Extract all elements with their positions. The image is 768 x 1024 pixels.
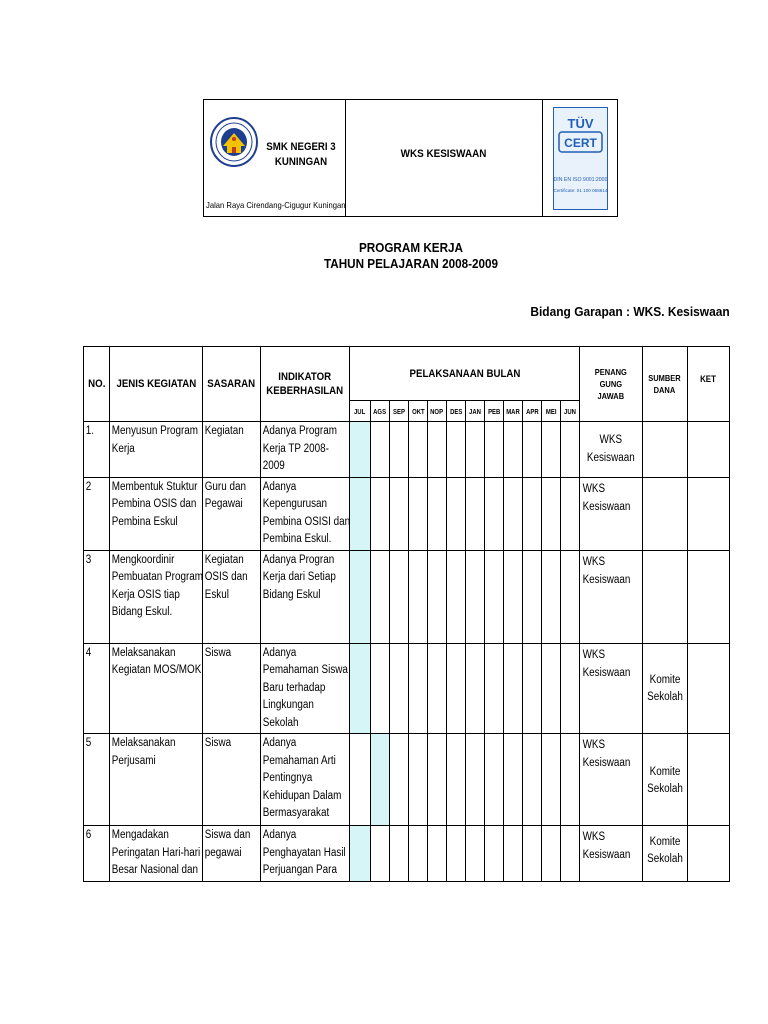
cell-ket: [687, 477, 729, 550]
month-cell: [350, 643, 371, 734]
month-cell: [466, 550, 485, 643]
month-cell: [428, 550, 447, 643]
month-cell: [561, 643, 580, 734]
month-header-4: NOP: [428, 401, 447, 422]
table-row: [84, 550, 730, 643]
cell-jenis: Membentuk Stuktur Pembina OSIS dan Pembina Eskul: [110, 477, 203, 550]
letterhead-school-cell: [204, 100, 346, 216]
table-row: [84, 826, 730, 882]
month-cell: [447, 550, 466, 643]
month-cell: [504, 477, 523, 550]
cell-penanggung-jawab: WKS Kesiswaan: [580, 643, 643, 734]
program-table: [83, 346, 730, 882]
cell-ket: [687, 734, 729, 826]
col-header-pelaksanaan: PELAKSANAAN BULAN: [350, 347, 580, 401]
table-row: [84, 734, 730, 826]
month-cell: [542, 550, 561, 643]
cell-ket: [687, 643, 729, 734]
month-header-2: SEP: [390, 401, 409, 422]
table-row: [84, 422, 730, 478]
cell-penanggung-jawab: WKS Kesiswaan: [580, 422, 643, 478]
cell-no: 5: [84, 734, 110, 826]
school-logo: [209, 116, 259, 168]
month-cell: [390, 422, 409, 478]
month-cell: [542, 643, 561, 734]
month-cell: [542, 734, 561, 826]
cert-standard-text: DIN EN ISO 9001:2000: [553, 177, 608, 183]
col-header-penanggung: PENANG GUNG JAWAB: [580, 347, 643, 422]
cell-penanggung-jawab: WKS Kesiswaan: [580, 477, 643, 550]
month-cell: [350, 826, 371, 882]
month-cell: [409, 550, 428, 643]
month-cell: [390, 550, 409, 643]
cell-jenis: Melaksanakan Perjusami: [110, 734, 203, 826]
month-cell: [371, 734, 390, 826]
cert-logo-text-2: CERT: [564, 136, 597, 150]
cell-sasaran: Guru dan Pegawai: [203, 477, 261, 550]
col-header-sumber: SUMBER DANA: [642, 347, 687, 422]
col-header-sasaran: SASARAN: [203, 347, 261, 422]
letterhead-department-cell: [345, 100, 543, 216]
month-cell: [504, 422, 523, 478]
month-cell: [485, 826, 504, 882]
month-cell: [447, 477, 466, 550]
cell-penanggung-jawab: WKS Kesiswaan: [580, 734, 643, 826]
month-cell: [561, 826, 580, 882]
month-cell: [371, 422, 390, 478]
cell-sumber-dana: Komite Sekolah: [642, 643, 687, 734]
school-name-line2: KUNINGAN: [274, 156, 328, 168]
table-header-row: [84, 347, 730, 401]
cell-ket: [687, 826, 729, 882]
cell-no: 6: [84, 826, 110, 882]
month-cell: [485, 477, 504, 550]
cell-ket: [687, 550, 729, 643]
field-label: Bidang Garapan : WKS. Kesiswaan: [530, 304, 730, 319]
month-cell: [371, 477, 390, 550]
letterhead-cert-cell: [542, 100, 617, 216]
month-header-7: PEB: [485, 401, 504, 422]
cell-jenis: Melaksanakan Kegiatan MOS/MOK: [110, 643, 203, 734]
month-cell: [466, 734, 485, 826]
month-cell: [466, 826, 485, 882]
month-cell: [523, 734, 542, 826]
cell-indikator: Adanya Pemahaman Siswa Baru terhadap Lingkungan Sekolah: [261, 643, 350, 734]
month-cell: [409, 826, 428, 882]
month-header-6: JAN: [466, 401, 485, 422]
month-cell: [371, 643, 390, 734]
month-cell: [447, 643, 466, 734]
document-title: PROGRAM KERJA: [358, 240, 464, 255]
month-cell: [447, 826, 466, 882]
month-cell: [504, 826, 523, 882]
month-cell: [390, 643, 409, 734]
school-address: Jalan Raya Cirendang-Cigugur Kuningan: [206, 200, 346, 210]
month-cell: [371, 550, 390, 643]
month-header-8: MAR: [504, 401, 523, 422]
month-header-3: OKT: [409, 401, 428, 422]
cell-penanggung-jawab: WKS Kesiswaan: [580, 550, 643, 643]
month-cell: [409, 477, 428, 550]
cell-sumber-dana: Komite Sekolah: [642, 826, 687, 882]
month-cell: [428, 422, 447, 478]
cell-indikator: Adanya Program Kerja TP 2008-2009: [261, 422, 350, 478]
month-cell: [390, 477, 409, 550]
school-name: [264, 140, 338, 170]
cell-sasaran: Siswa: [203, 734, 261, 826]
month-cell: [447, 734, 466, 826]
month-cell: [504, 550, 523, 643]
month-cell: [504, 734, 523, 826]
department-title: WKS KESISWAAN: [400, 148, 487, 160]
cell-indikator: Adanya Kepengurusan Pembina OSISI dan Pembina Eskul.: [261, 477, 350, 550]
month-cell: [523, 550, 542, 643]
month-cell: [485, 643, 504, 734]
cell-sumber-dana: [642, 422, 687, 478]
month-header-9: APR: [523, 401, 542, 422]
month-cell: [350, 477, 371, 550]
cell-sasaran: Kegiatan OSIS dan Eskul: [203, 550, 261, 643]
month-header-5: DES: [447, 401, 466, 422]
month-cell: [523, 826, 542, 882]
month-cell: [409, 643, 428, 734]
month-cell: [485, 734, 504, 826]
cell-no: 1.: [84, 422, 110, 478]
month-cell: [390, 734, 409, 826]
month-header-0: JUL: [350, 401, 371, 422]
cell-indikator: Adanya Pemahaman Arti Pentingnya Kehidupan Dalam Bermasyarakat: [261, 734, 350, 826]
cell-no: 4: [84, 643, 110, 734]
cell-sumber-dana: [642, 550, 687, 643]
cell-ket: [687, 422, 729, 478]
cell-jenis: Mengadakan Peringatan Hari-hari Besar Nasional dan: [110, 826, 203, 882]
cell-sasaran: Siswa dan pegawai: [203, 826, 261, 882]
month-cell: [466, 477, 485, 550]
col-header-jenis: JENIS KEGIATAN: [110, 347, 203, 422]
month-cell: [523, 422, 542, 478]
month-cell: [561, 550, 580, 643]
cell-sasaran: Kegiatan: [203, 422, 261, 478]
month-cell: [542, 422, 561, 478]
month-cell: [390, 826, 409, 882]
month-cell: [428, 643, 447, 734]
school-name-line1: SMK NEGERI 3: [266, 141, 336, 153]
cell-indikator: Adanya Penghayatan Hasil Perjuangan Para: [261, 826, 350, 882]
cert-number-text: Certificate: 01 100 068614: [553, 188, 608, 193]
month-header-11: JUN: [561, 401, 580, 422]
table-body: [84, 422, 730, 882]
month-cell: [542, 826, 561, 882]
month-cell: [561, 422, 580, 478]
month-cell: [409, 734, 428, 826]
table-row: [84, 643, 730, 734]
month-cell: [561, 734, 580, 826]
cell-sasaran: Siswa: [203, 643, 261, 734]
iso-cert-logo: [553, 107, 608, 210]
month-cell: [371, 826, 390, 882]
month-cell: [350, 550, 371, 643]
month-cell: [542, 477, 561, 550]
month-header-1: AGS: [371, 401, 390, 422]
month-cell: [350, 422, 371, 478]
month-cell: [428, 477, 447, 550]
table-row: [84, 477, 730, 550]
cert-logo-text-1: TÜV: [567, 116, 594, 131]
cell-sumber-dana: [642, 477, 687, 550]
col-header-indikator: INDIKATOR KEBERHASILAN: [261, 347, 350, 422]
col-header-ket: KET: [687, 347, 729, 422]
month-cell: [466, 643, 485, 734]
document-subtitle: TAHUN PELAJARAN 2008-2009: [323, 256, 499, 271]
cell-jenis: Menyusun Program Kerja: [110, 422, 203, 478]
month-cell: [504, 643, 523, 734]
cell-indikator: Adanya Progran Kerja dari Setiap Bidang Eskul: [261, 550, 350, 643]
month-cell: [428, 734, 447, 826]
month-cell: [350, 734, 371, 826]
month-header-10: MEI: [542, 401, 561, 422]
col-header-no: NO.: [84, 347, 110, 422]
month-cell: [523, 477, 542, 550]
month-cell: [485, 550, 504, 643]
cell-sumber-dana: Komite Sekolah: [642, 734, 687, 826]
month-cell: [561, 477, 580, 550]
month-cell: [466, 422, 485, 478]
cell-penanggung-jawab: WKS Kesiswaan: [580, 826, 643, 882]
cell-no: 3: [84, 550, 110, 643]
cell-jenis: Mengkoordinir Pembuatan Program Kerja OSIS tiap Bidang Eskul.: [110, 550, 203, 643]
month-cell: [523, 643, 542, 734]
month-cell: [409, 422, 428, 478]
month-cell: [428, 826, 447, 882]
letterhead: [203, 99, 618, 217]
month-cell: [485, 422, 504, 478]
cell-no: 2: [84, 477, 110, 550]
month-cell: [447, 422, 466, 478]
